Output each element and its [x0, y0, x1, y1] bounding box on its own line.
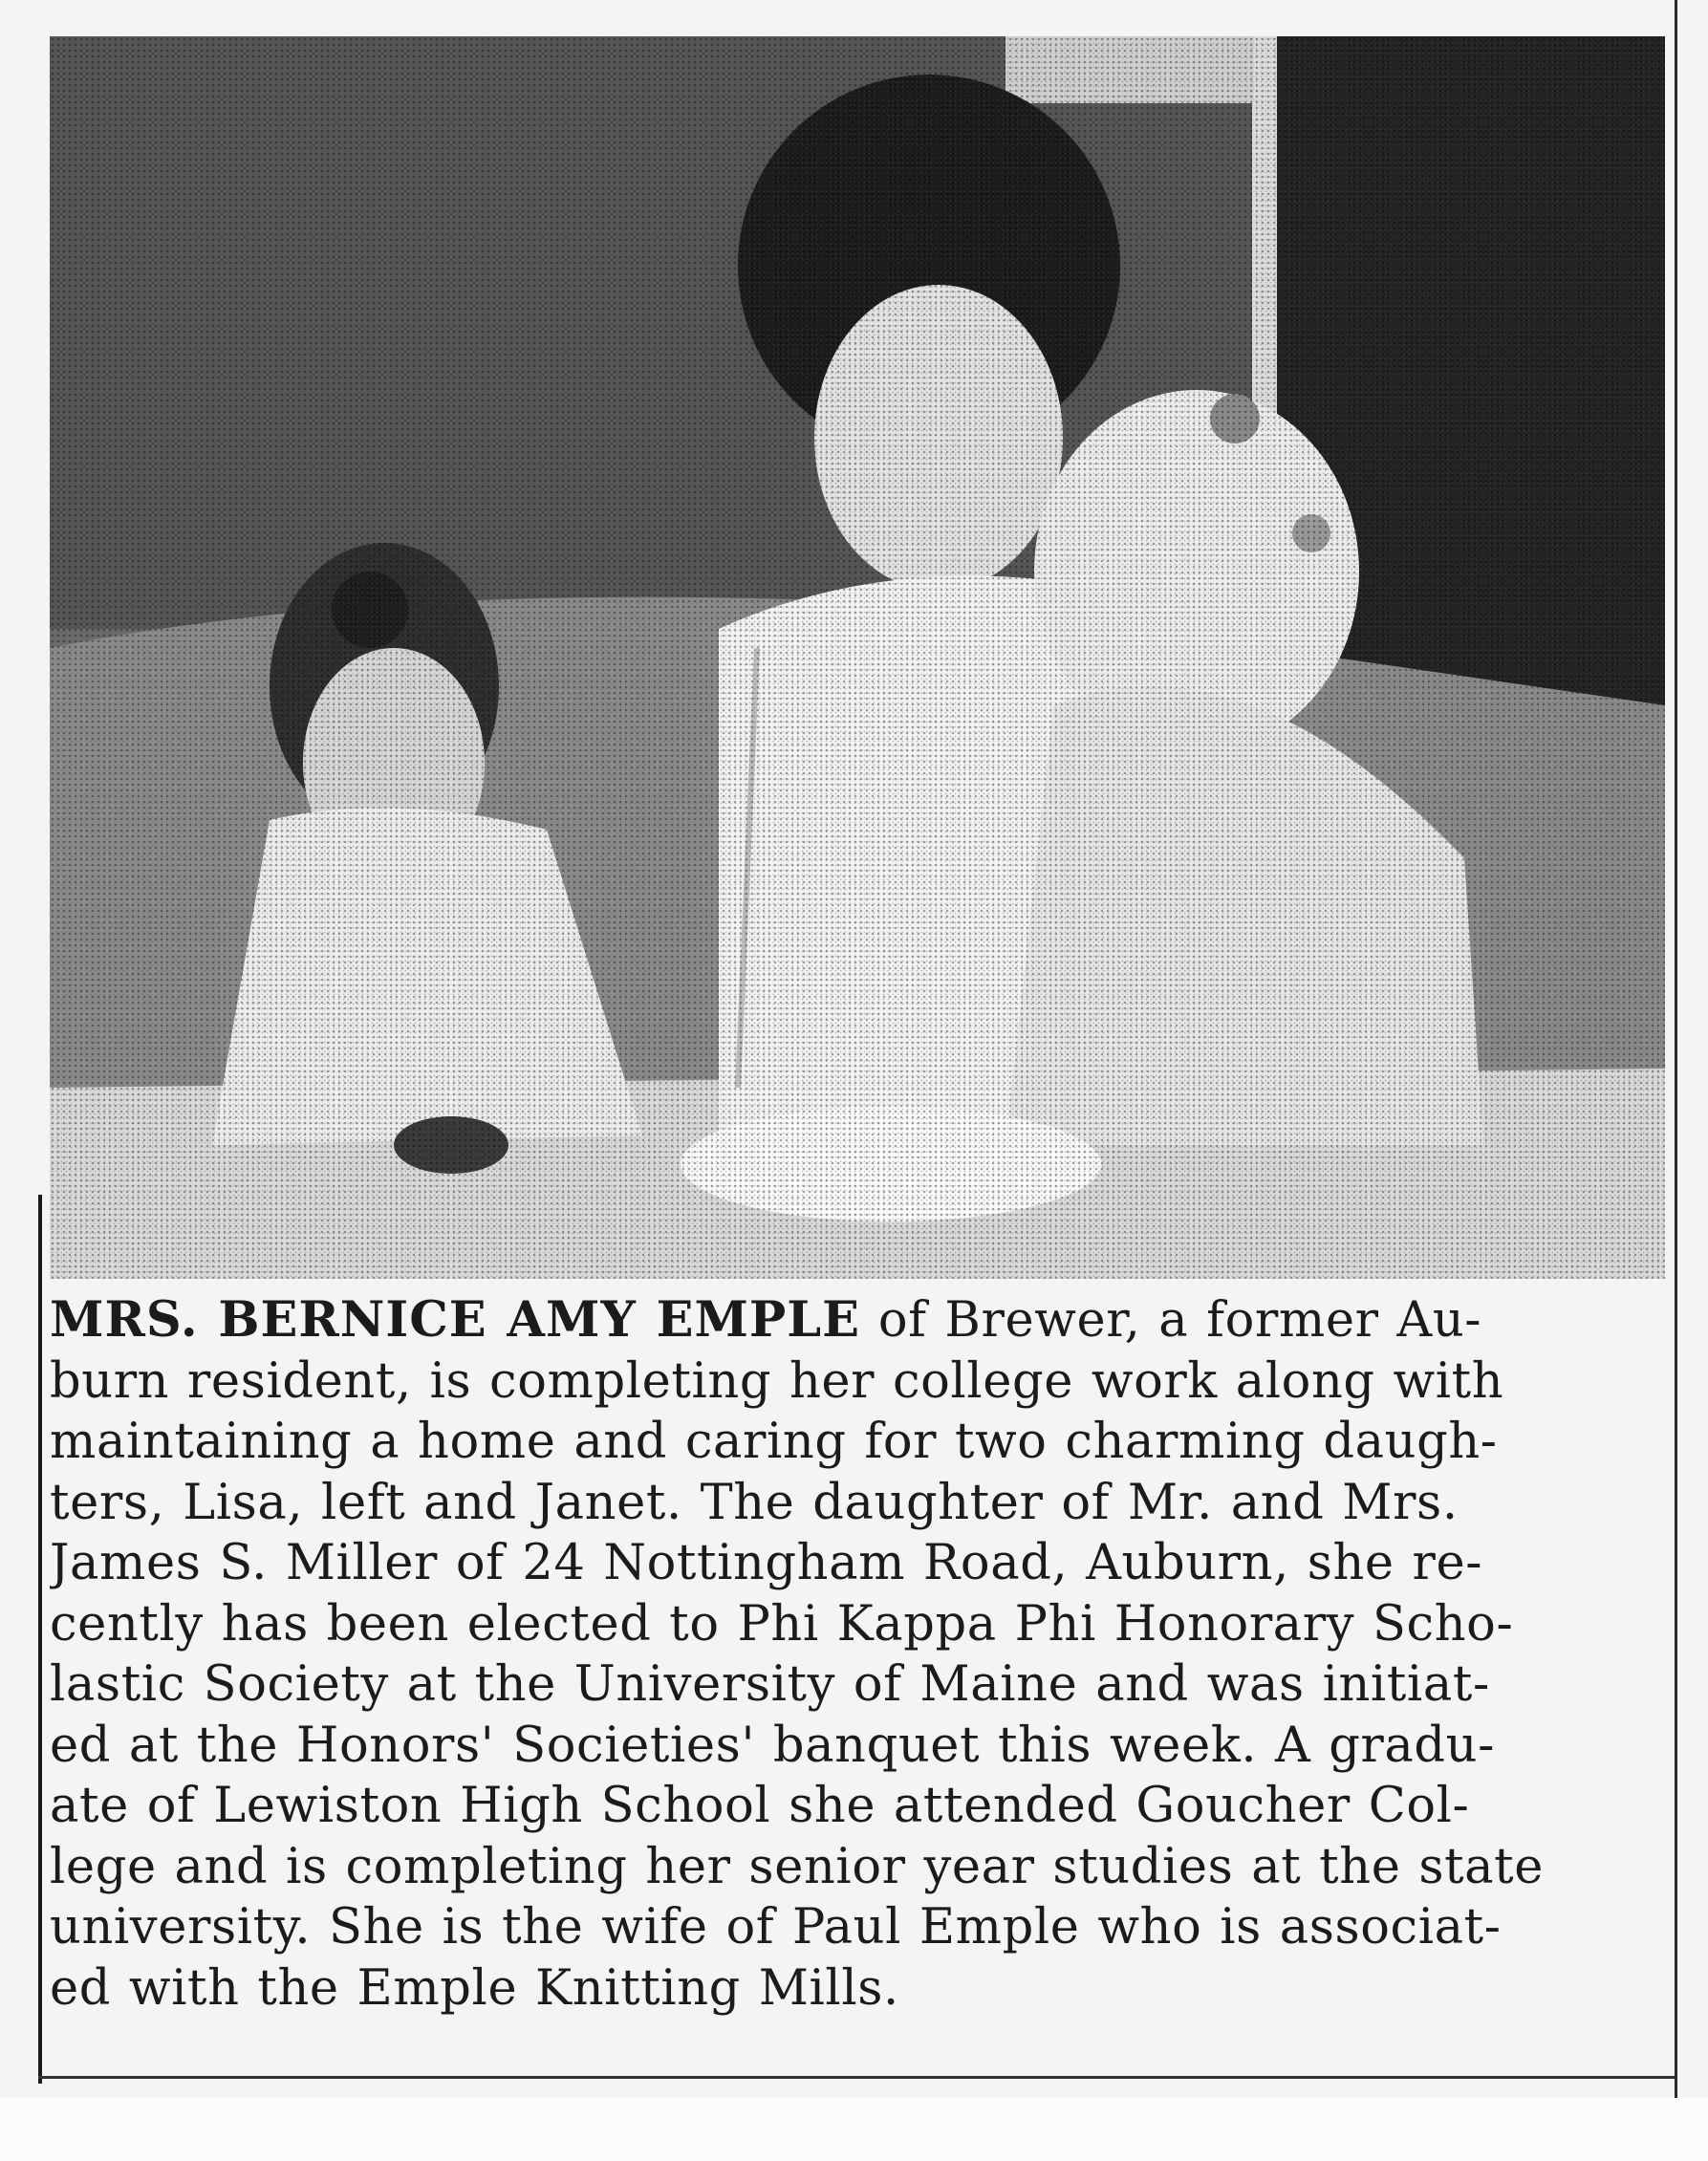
caption-line-9: ate of Lewiston High School she attended Goucher Col- [50, 1778, 1470, 1834]
halftone-photograph [50, 36, 1665, 1279]
caption-line-5: James S. Miller of 24 Nottingham Road, Auburn, she re- [50, 1535, 1483, 1591]
caption-line-11: university. She is the wife of Paul Emple who is associat- [50, 1899, 1502, 1956]
caption-line-4: ters, Lisa, left and Janet. The daughter of Mr. and Mrs. [50, 1474, 1459, 1531]
caption-line-12: ed with the Emple Knitting Mills. [50, 1959, 899, 2017]
column-rule-left [38, 1195, 42, 2084]
caption-line-8: ed at the Honors' Societies' banquet this week. A gradu- [50, 1717, 1495, 1774]
photo-caption [50, 1290, 1675, 2074]
photograph-illustration [50, 36, 1665, 1279]
caption-line-3: maintaining a home and caring for two charming daugh- [50, 1414, 1498, 1470]
column-rule-bottom [38, 2076, 1675, 2079]
column-rule-right [1675, 0, 1677, 2103]
caption-lead-name: MRS. BERNICE AMY EMPLE [50, 1291, 861, 1349]
caption-line-6: cently has been elected to Phi Kappa Phi Honorary Scho- [50, 1595, 1514, 1653]
caption-line-1: MRS. BERNICE AMY EMPLE of Brewer, a former Au- [50, 1291, 1482, 1349]
caption-line-7: lastic Society at the University of Maine and was initiat- [50, 1656, 1490, 1713]
caption-line-2: burn resident, is completing her college work along with [50, 1352, 1504, 1410]
caption-line-10: lege and is completing her senior year studies at the state [50, 1838, 1545, 1895]
scan-margin [0, 2098, 1708, 2161]
